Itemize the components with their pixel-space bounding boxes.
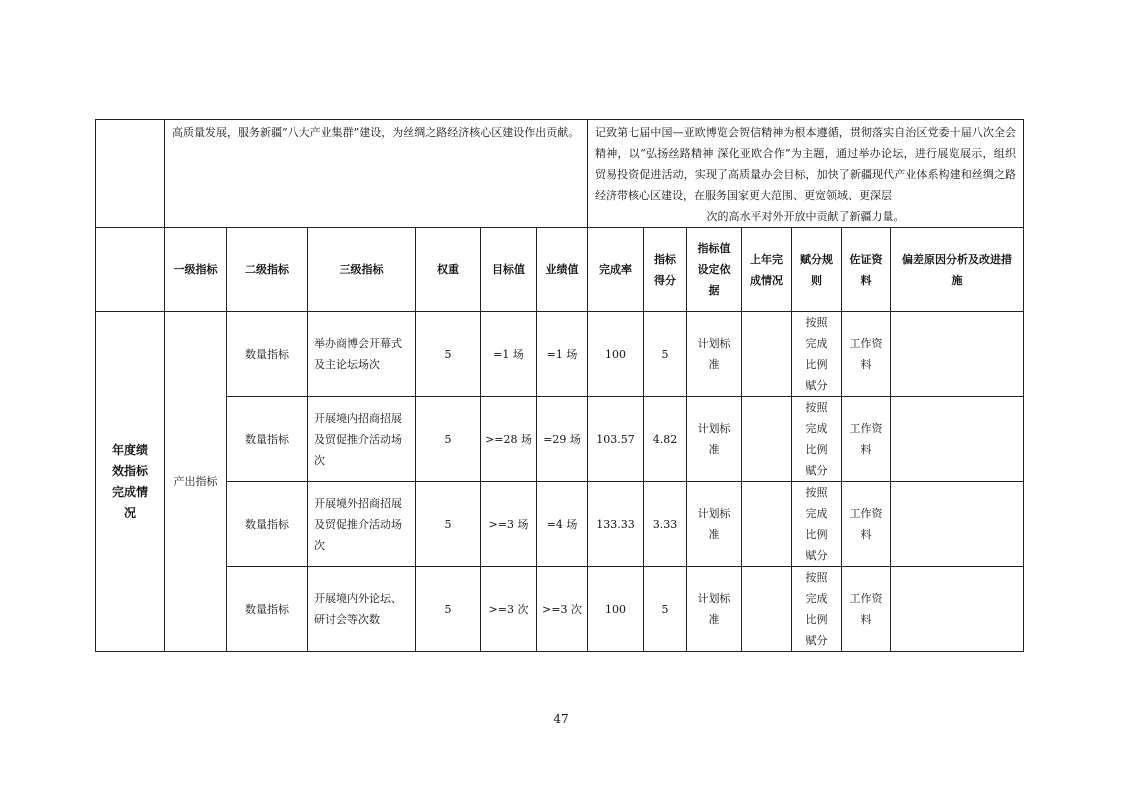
header-rule: 赋分规则 xyxy=(792,228,842,312)
analysis-cell xyxy=(891,482,1024,567)
header-blank-cell xyxy=(96,228,165,312)
header-row xyxy=(96,228,1024,312)
rule-cell: 按照完成比例赋分 xyxy=(792,482,842,567)
performance-table xyxy=(95,119,1024,652)
header-basis: 指标值设定依据 xyxy=(687,228,742,312)
actual-cell: =1 场 xyxy=(537,312,588,397)
weight-cell: 5 xyxy=(416,567,481,652)
goal-row-label-cell xyxy=(96,120,165,228)
header-last-year: 上年完成情况 xyxy=(742,228,792,312)
evidence-cell: 工作资料 xyxy=(842,397,891,482)
evidence-cell: 工作资料 xyxy=(842,482,891,567)
table-row xyxy=(96,482,1024,567)
header-weight: 权重 xyxy=(416,228,481,312)
basis-cell: 计划标准 xyxy=(687,397,742,482)
rate-cell: 100 xyxy=(588,312,644,397)
goal-row xyxy=(96,120,1024,228)
score-cell: 3.33 xyxy=(644,482,687,567)
table-row xyxy=(96,312,1024,397)
score-cell: 4.82 xyxy=(644,397,687,482)
header-target: 目标值 xyxy=(481,228,537,312)
header-rate: 完成率 xyxy=(588,228,644,312)
weight-cell: 5 xyxy=(416,482,481,567)
header-level2: 二级指标 xyxy=(227,228,308,312)
rule-cell: 按照完成比例赋分 xyxy=(792,567,842,652)
level1-value: 产出指标 xyxy=(165,312,227,652)
level2-cell: 数量指标 xyxy=(227,312,308,397)
plan-goal-text: 高质量发展，服务新疆“八大产业集群”建设，为丝绸之路经济核心区建设作出贡献。 xyxy=(172,126,580,139)
rule-cell: 按照完成比例赋分 xyxy=(792,312,842,397)
score-cell: 5 xyxy=(644,312,687,397)
rate-cell: 133.33 xyxy=(588,482,644,567)
target-cell: >=3 场 xyxy=(481,482,537,567)
header-actual: 业绩值 xyxy=(537,228,588,312)
header-score: 指标得分 xyxy=(644,228,687,312)
basis-cell: 计划标准 xyxy=(687,482,742,567)
weight-cell: 5 xyxy=(416,397,481,482)
plan-goal-cell xyxy=(165,120,588,228)
level3-cell: 举办商博会开幕式及主论坛场次 xyxy=(308,312,416,397)
analysis-cell xyxy=(891,397,1024,482)
evidence-cell: 工作资料 xyxy=(842,312,891,397)
basis-cell: 计划标准 xyxy=(687,567,742,652)
target-cell: >=3 次 xyxy=(481,567,537,652)
page-number: 47 xyxy=(553,712,569,726)
rule-cell: 按照完成比例赋分 xyxy=(792,397,842,482)
level2-cell: 数量指标 xyxy=(227,567,308,652)
evidence-cell: 工作资料 xyxy=(842,567,891,652)
analysis-cell xyxy=(891,567,1024,652)
last-year-cell xyxy=(742,312,792,397)
header-evidence: 佐证资料 xyxy=(842,228,891,312)
rate-cell: 100 xyxy=(588,567,644,652)
level2-cell: 数量指标 xyxy=(227,397,308,482)
rate-cell: 103.57 xyxy=(588,397,644,482)
actual-cell: >=3 次 xyxy=(537,567,588,652)
actual-goal-text: 记致第七届中国—亚欧博览会贺信精神为根本遵循，贯彻落实自治区党委十届八次全会精神，以“弘扬丝路精神 深化亚欧合作”为主题，通过举办论坛，进行展览展示，组织贸易投资促进活动，实现了高质量办会目标，加快了新疆现代产业体系构建和丝绸之路经济带核心区建设，在服务国家更大范围、更宽领域、更深层 xyxy=(595,126,1017,202)
table-row xyxy=(96,567,1024,652)
level3-cell: 开展境内外论坛、研讨会等次数 xyxy=(308,567,416,652)
actual-cell: =4 场 xyxy=(537,482,588,567)
header-level3: 三级指标 xyxy=(308,228,416,312)
last-year-cell xyxy=(742,567,792,652)
level3-cell: 开展境内招商招展及贸促推介活动场次 xyxy=(308,397,416,482)
header-level1: 一级指标 xyxy=(165,228,227,312)
basis-cell: 计划标准 xyxy=(687,312,742,397)
header-analysis: 偏差原因分析及改进措施 xyxy=(891,228,1024,312)
section-label: 年度绩效指标完成情况 xyxy=(96,312,165,652)
actual-goal-text-tail: 次的高水平对外开放中贡献了新疆力量。 xyxy=(706,210,905,223)
last-year-cell xyxy=(742,482,792,567)
actual-cell: =29 场 xyxy=(537,397,588,482)
score-cell: 5 xyxy=(644,567,687,652)
last-year-cell xyxy=(742,397,792,482)
actual-goal-cell xyxy=(588,120,1024,228)
target-cell: >=28 场 xyxy=(481,397,537,482)
analysis-cell xyxy=(891,312,1024,397)
level3-cell: 开展境外招商招展及贸促推介活动场次 xyxy=(308,482,416,567)
table-row xyxy=(96,397,1024,482)
level2-cell: 数量指标 xyxy=(227,482,308,567)
target-cell: =1 场 xyxy=(481,312,537,397)
weight-cell: 5 xyxy=(416,312,481,397)
